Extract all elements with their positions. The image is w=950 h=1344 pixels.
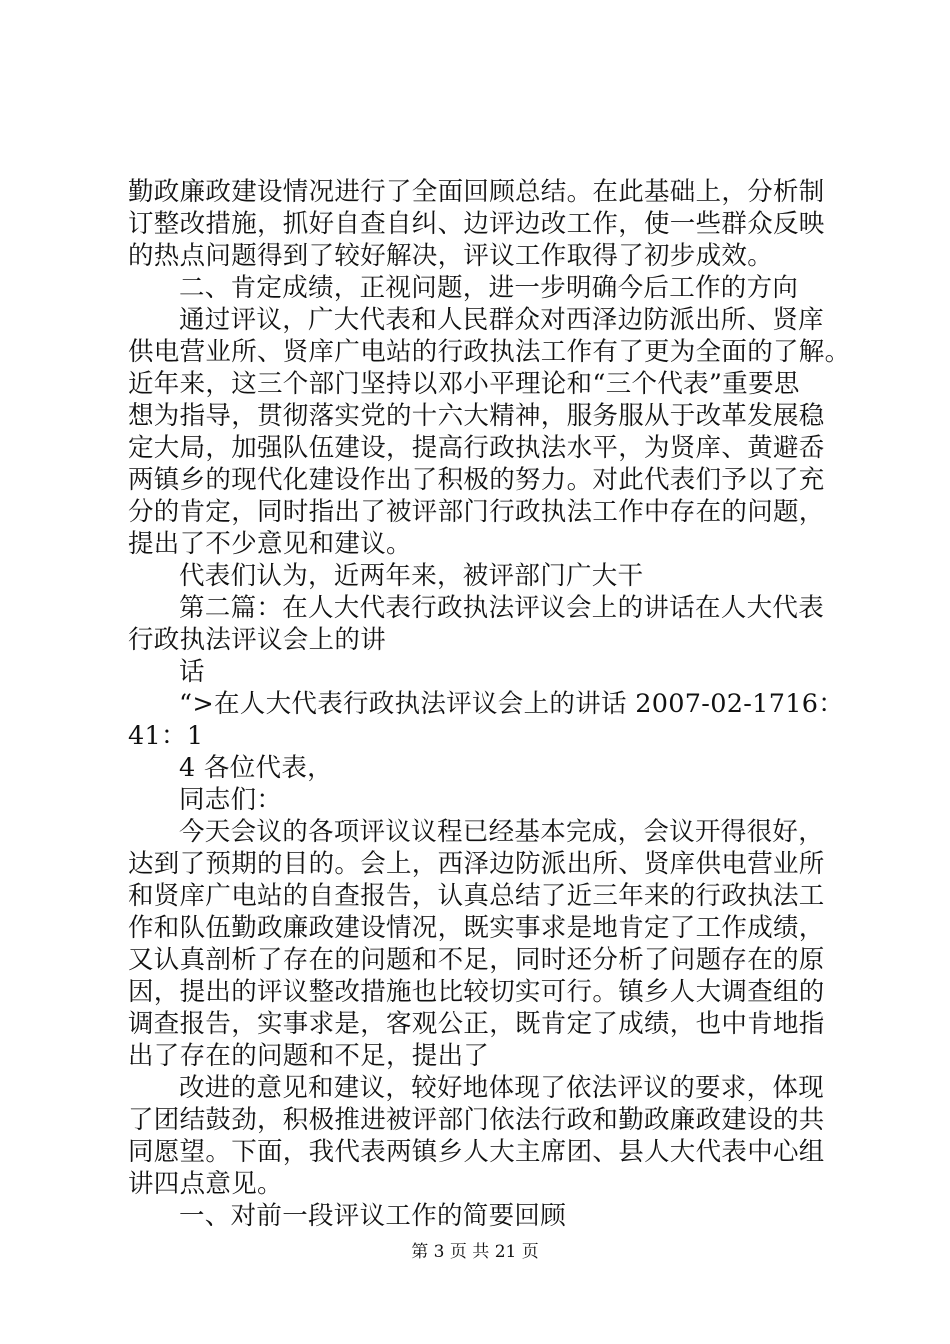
text-line: 今天会议的各项评议议程已经基本完成，会议开得很好， [179, 817, 825, 847]
text-line: 通过评议，广大代表和人民群众对西泽边防派出所、贤庠 [179, 305, 825, 335]
text-line: 讲四点意见。 [128, 1169, 283, 1199]
text-line: 因，提出的评议整改措施也比较切实可行。镇乡人大调查组的 [128, 977, 825, 1007]
text-line: 4 各位代表， [179, 753, 333, 783]
chapter-heading: 第二篇：在人大代表行政执法评议会上的讲话在人大代表 [179, 593, 825, 623]
page-number-footer: 第 3 页 共 21 页 [411, 1242, 539, 1262]
text-line: 近年来，这三个部门坚持以邓小平理论和“三个代表”重要思 [128, 369, 800, 399]
text-line: “>在人大代表行政执法评议会上的讲话 2007-02-1716： [179, 689, 845, 719]
text-line: 订整改措施，抓好自查自纠、边评边改工作，使一些群众反映 [128, 209, 825, 239]
text-line: 同志们： [179, 785, 283, 815]
text-line: 定大局，加强队伍建设，提高行政执法水平，为贤庠、黄避岙 [128, 433, 825, 463]
text-line: 想为指导，贯彻落实党的十六大精神，服务服从于改革发展稳 [128, 401, 825, 431]
text-line: 的热点问题得到了较好解决，评议工作取得了初步成效。 [128, 241, 774, 271]
text-line: 代表们认为，近两年来，被评部门广大干 [179, 561, 644, 591]
text-line: 供电营业所、贤庠广电站的行政执法工作有了更为全面的了解。 [128, 337, 851, 367]
text-line: 41：1 [128, 721, 204, 751]
text-line: 两镇乡的现代化建设作出了积极的努力。对此代表们予以了充 [128, 465, 825, 495]
text-line: 调查报告，实事求是，客观公正，既肯定了成绩，也中肯地指 [128, 1009, 825, 1039]
chapter-heading: 行政执法评议会上的讲 [128, 625, 387, 655]
section-heading: 一、对前一段评议工作的简要回顾 [179, 1201, 567, 1231]
text-line: 了团结鼓劲，积极推进被评部门依法行政和勤政廉政建设的共 [128, 1105, 825, 1135]
text-line: 又认真剖析了存在的问题和不足，同时还分析了问题存在的原 [128, 945, 825, 975]
text-line: 同愿望。下面，我代表两镇乡人大主席团、县人大代表中心组 [128, 1137, 825, 1167]
text-line: 改进的意见和建议，较好地体现了依法评议的要求，体现 [179, 1073, 825, 1103]
text-line: 作和队伍勤政廉政建设情况，既实事求是地肯定了工作成绩， [128, 913, 825, 943]
text-line: 勤政廉政建设情况进行了全面回顾总结。在此基础上，分析制 [128, 177, 825, 207]
text-line: 达到了预期的目的。会上，西泽边防派出所、贤庠供电营业所 [128, 849, 825, 879]
text-line: 出了存在的问题和不足，提出了 [128, 1041, 490, 1071]
chapter-heading: 话 [179, 657, 205, 687]
text-line: 提出了不少意见和建议。 [128, 529, 412, 559]
text-line: 和贤庠广电站的自查报告，认真总结了近三年来的行政执法工 [128, 881, 825, 911]
text-line: 分的肯定，同时指出了被评部门行政执法工作中存在的问题， [128, 497, 825, 527]
section-heading: 二、肯定成绩，正视问题，进一步明确今后工作的方向 [179, 273, 799, 303]
